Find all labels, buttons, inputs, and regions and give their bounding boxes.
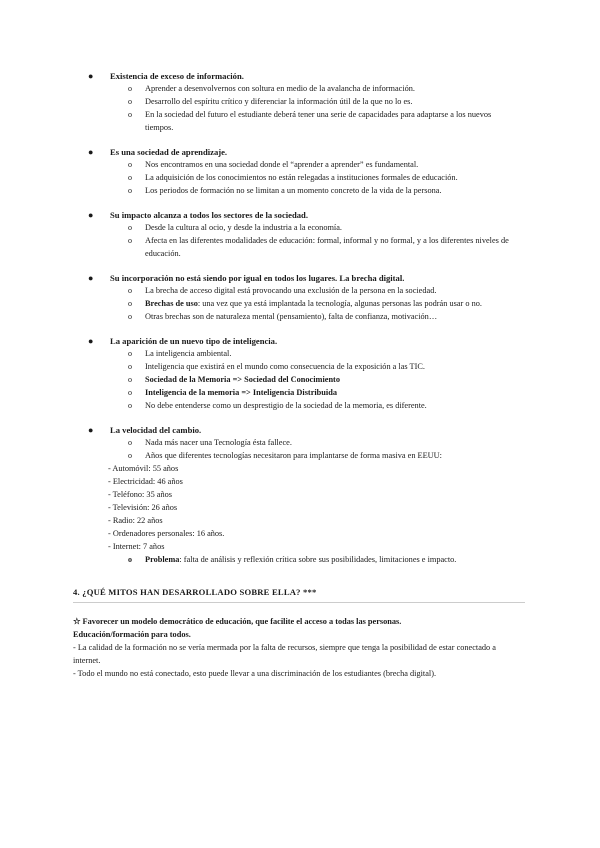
list-item [0, 95, 600, 108]
item-text: : una vez que ya está implantada la tecnología, algunas personas las podrán usar o no. [197, 299, 482, 308]
bullet-dot-icon: ● [88, 147, 94, 157]
circle-bullet-icon: o [128, 312, 132, 321]
spacer [0, 603, 600, 615]
section-bullet [0, 424, 600, 436]
circle-bullet-icon: o [128, 84, 132, 93]
sub-list [0, 284, 600, 323]
circle-bullet-icon: o [128, 349, 132, 358]
section-bullet [0, 70, 600, 82]
subheading: Educación/formación para todos. [73, 630, 191, 639]
paragraph: - Todo el mundo no está conectado, esto puede llevar a una discriminación de los estudiantes (brecha digital). [73, 669, 437, 678]
list-item [0, 158, 600, 171]
item-text: En la sociedad del futuro el estudiante deberá tener una serie de capacidades para adaptarse a los nuevos tiempos. [145, 110, 492, 132]
item-text: Los periodos de formación no se limitan a un momento concreto de la vida de la persona. [145, 186, 442, 195]
spacer [0, 412, 600, 424]
circle-bullet-icon: o [128, 375, 132, 384]
item-bold-text: Inteligencia de la memoria => Inteligencia Distribuida [145, 388, 337, 397]
tech-year-line: - Televisión: 26 años [108, 503, 178, 512]
item-text: Nos encontramos en una sociedad donde el “aprender a aprender” es fundamental. [145, 160, 419, 169]
item-text: Aprender a desenvolvernos con soltura en medio de la avalancha de información. [145, 84, 416, 93]
list-item [0, 360, 600, 373]
list-item [0, 436, 600, 449]
item-text: La brecha de acceso digital está provocando una exclusión de la persona en la sociedad. [145, 286, 437, 295]
document-content [0, 70, 600, 680]
circle-bullet-icon: o [128, 236, 132, 245]
circle-bullet-icon: o [128, 555, 132, 564]
sub-list [0, 436, 600, 462]
spacer [0, 134, 600, 146]
section-title: La aparición de un nuevo tipo de inteligencia. [110, 336, 278, 346]
item-text: No debe entenderse como un desprestigio de la sociedad de la memoria, es diferente. [145, 401, 427, 410]
circle-bullet-icon: o [128, 401, 132, 410]
circle-bullet-icon: o [128, 173, 132, 182]
section-bullet [0, 272, 600, 284]
list-item [0, 386, 600, 399]
section-bullet [0, 209, 600, 221]
section-heading: 4. ¿QUÉ MITOS HAN DESARROLLADO SOBRE ELLA? *** [73, 587, 317, 597]
circle-bullet-icon: o [128, 362, 132, 371]
item-text: Inteligencia que existirá en el mundo como consecuencia de la exposición a las TIC. [145, 362, 425, 371]
spacer [0, 260, 600, 272]
bullet-dot-icon: ● [88, 425, 94, 435]
circle-bullet-icon: o [128, 451, 132, 460]
spacer [0, 566, 600, 578]
list-item [0, 373, 600, 386]
list-item [0, 347, 600, 360]
tech-year-line: - Electricidad: 46 años [108, 477, 183, 486]
list-item [0, 171, 600, 184]
problem-list [0, 553, 600, 566]
list-item [0, 284, 600, 297]
circle-bullet-icon: o [128, 97, 132, 106]
circle-bullet-icon: o [128, 286, 132, 295]
tech-year-line: - Internet: 7 años [108, 542, 165, 551]
section-title: Existencia de exceso de información. [110, 71, 244, 81]
item-text: Desarrollo del espíritu crítico y diferenciar la información útil de la que no lo es. [145, 97, 413, 106]
spacer [0, 578, 600, 586]
list-item [0, 449, 600, 462]
problem-item [0, 553, 600, 566]
list-item [0, 399, 600, 412]
star-line: ☆ Favorecer un modelo democrático de educación, que facilite el acceso a todas las personas. [73, 617, 402, 626]
item-text: Afecta en las diferentes modalidades de educación: formal, informal y no formal, y a los diferentes niveles de educación. [145, 236, 509, 258]
section-bullet [0, 335, 600, 347]
item-bold-text: Brechas de uso [145, 299, 198, 308]
bullet-dot-icon: ● [88, 210, 94, 220]
problem-label: Problema [145, 555, 180, 564]
item-text: Años que diferentes tecnologías necesitaron para implantarse de forma masiva en EEUU: [145, 451, 442, 460]
tech-year-line: - Teléfono: 35 años [108, 490, 173, 499]
sub-list [0, 347, 600, 412]
section-title: Su impacto alcanza a todos los sectores de la sociedad. [110, 210, 308, 220]
bullet-dot-icon: ● [88, 71, 94, 81]
item-text: Nada más nacer una Tecnología ésta fallece. [145, 438, 292, 447]
tech-year-line: - Ordenadores personales: 16 años. [108, 529, 225, 538]
circle-bullet-icon: o [128, 438, 132, 447]
list-item [0, 108, 600, 134]
sub-list [0, 82, 600, 134]
circle-bullet-icon: o [128, 110, 132, 119]
section-title: Es una sociedad de aprendizaje. [110, 147, 228, 157]
circle-bullet-icon: o [128, 160, 132, 169]
section-title: Su incorporación no está siendo por igual en todos los lugares. La brecha digital. [110, 273, 405, 283]
circle-bullet-icon: o [128, 223, 132, 232]
circle-bullet-icon: o [128, 299, 132, 308]
sub-list [0, 158, 600, 197]
list-item [0, 221, 600, 234]
list-item [0, 297, 600, 310]
list-item [0, 82, 600, 95]
item-text: La adquisición de los conocimientos no están relegadas a instituciones formales de educación. [145, 173, 458, 182]
paragraph: - La calidad de la formación no se vería mermada por la falta de recursos, siempre que tenga la posibilidad de estar conectado a internet. [73, 643, 496, 665]
section-title: La velocidad del cambio. [110, 425, 202, 435]
tech-year-line: - Radio: 22 años [108, 516, 163, 525]
item-bold-text: Sociedad de la Memoria => Sociedad del Conocimiento [145, 375, 340, 384]
bullet-dot-icon: ● [88, 273, 94, 283]
bullet-dot-icon: ● [88, 336, 94, 346]
list-item [0, 234, 600, 260]
section-bullet [0, 146, 600, 158]
spacer [0, 323, 600, 335]
circle-bullet-icon: o [128, 186, 132, 195]
item-text: La inteligencia ambiental. [145, 349, 232, 358]
item-text: Desde la cultura al ocio, y desde la industria a la economía. [145, 223, 342, 232]
circle-bullet-icon: o [128, 388, 132, 397]
spacer [0, 197, 600, 209]
tech-year-line: - Automóvil: 55 años [108, 464, 179, 473]
list-item [0, 184, 600, 197]
sub-list [0, 221, 600, 260]
list-item [0, 310, 600, 323]
problem-text: : falta de análisis y reflexión crítica sobre sus posibilidades, limitaciones e impacto. [179, 555, 457, 564]
item-text: Otras brechas son de naturaleza mental (pensamiento), falta de confianza, motivación… [145, 312, 438, 321]
